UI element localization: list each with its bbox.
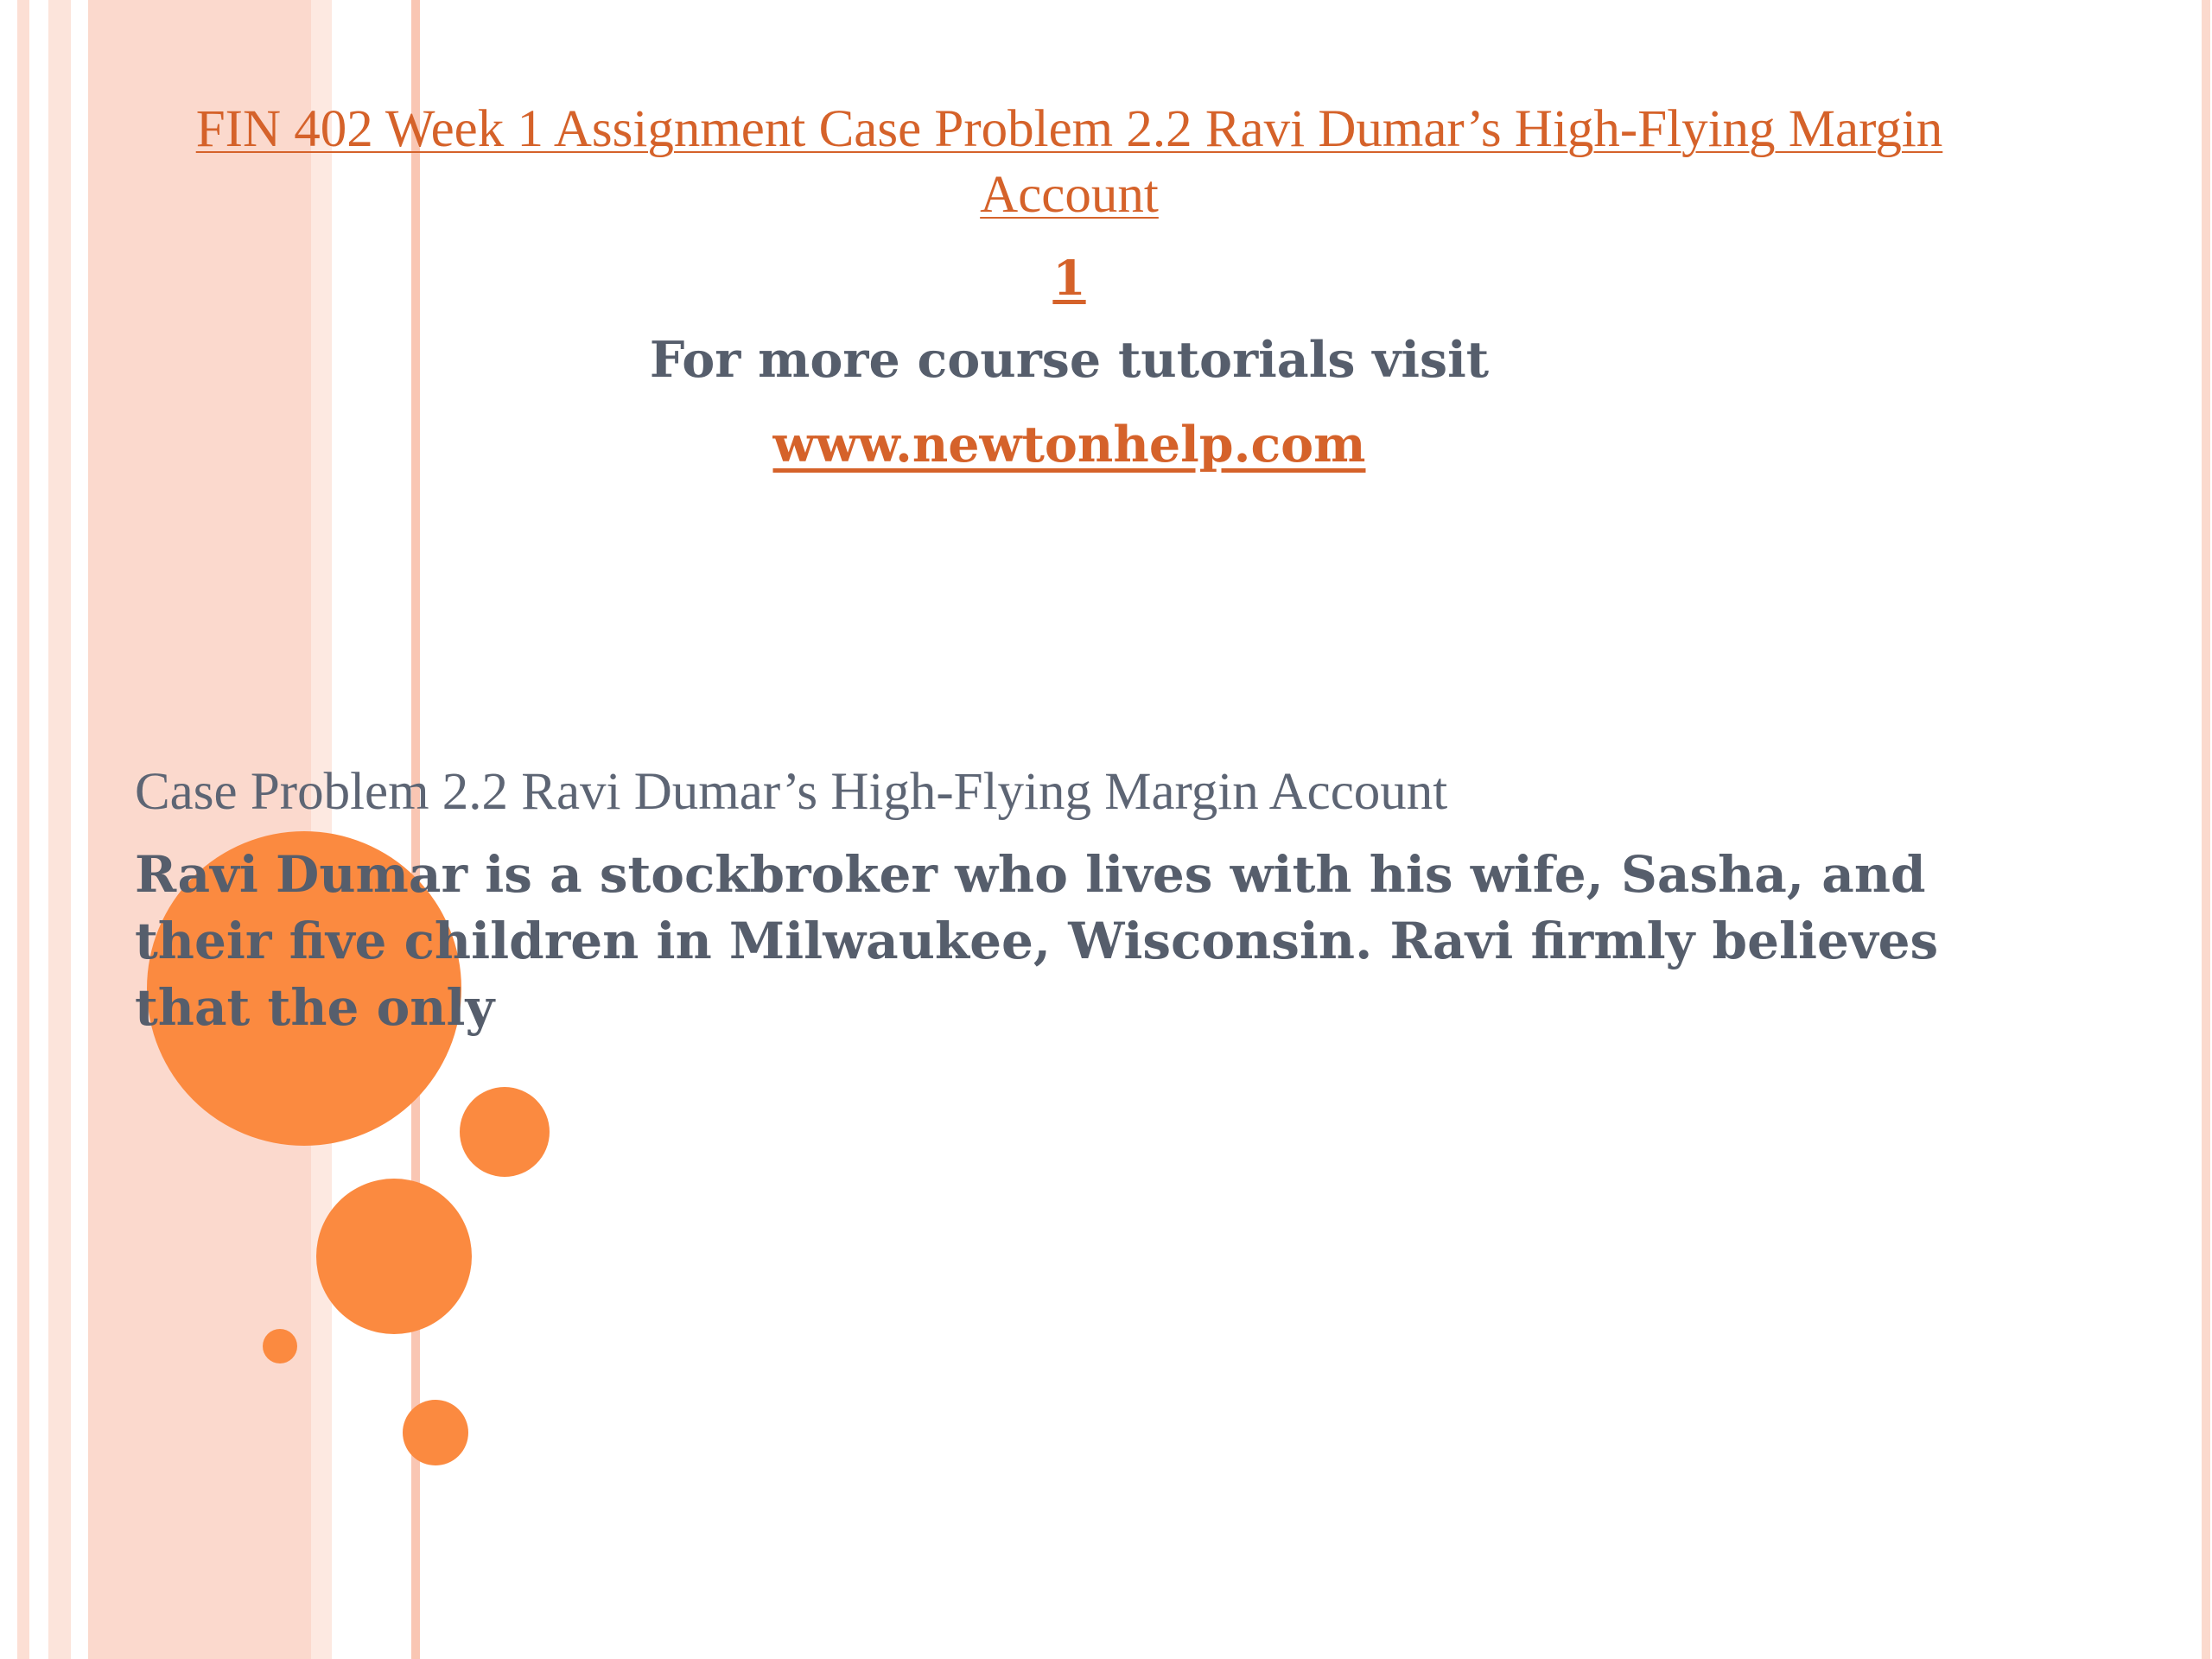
decor-circle	[316, 1179, 472, 1334]
visit-text: For more course tutorials visit	[649, 331, 1490, 389]
decor-circle	[460, 1087, 550, 1177]
decor-stripe	[48, 0, 71, 1659]
decor-stripe	[2202, 0, 2210, 1659]
case-title: Case Problem 2.2 Ravi Dumar’s High-Flying Margin Account	[135, 763, 1448, 821]
case-body: Ravi Dumar is a stockbroker who lives with his wife, Sasha, and their five children in Milwaukee, Wisconsin. Ravi firmly believes that the only	[135, 845, 1939, 1037]
content-block	[135, 757, 2088, 1041]
title-block	[138, 97, 2000, 484]
decor-stripe	[17, 0, 29, 1659]
title-link[interactable]: FIN 402 Week 1 Assignment Case Problem 2.2 Ravi Dumar’s High-Flying Margin Account	[195, 100, 1943, 224]
number-link[interactable]: 1	[1052, 250, 1086, 306]
website-link[interactable]: www.newtonhelp.com	[772, 416, 1366, 474]
decor-circle	[403, 1400, 468, 1465]
decor-circle-small	[263, 1329, 297, 1363]
